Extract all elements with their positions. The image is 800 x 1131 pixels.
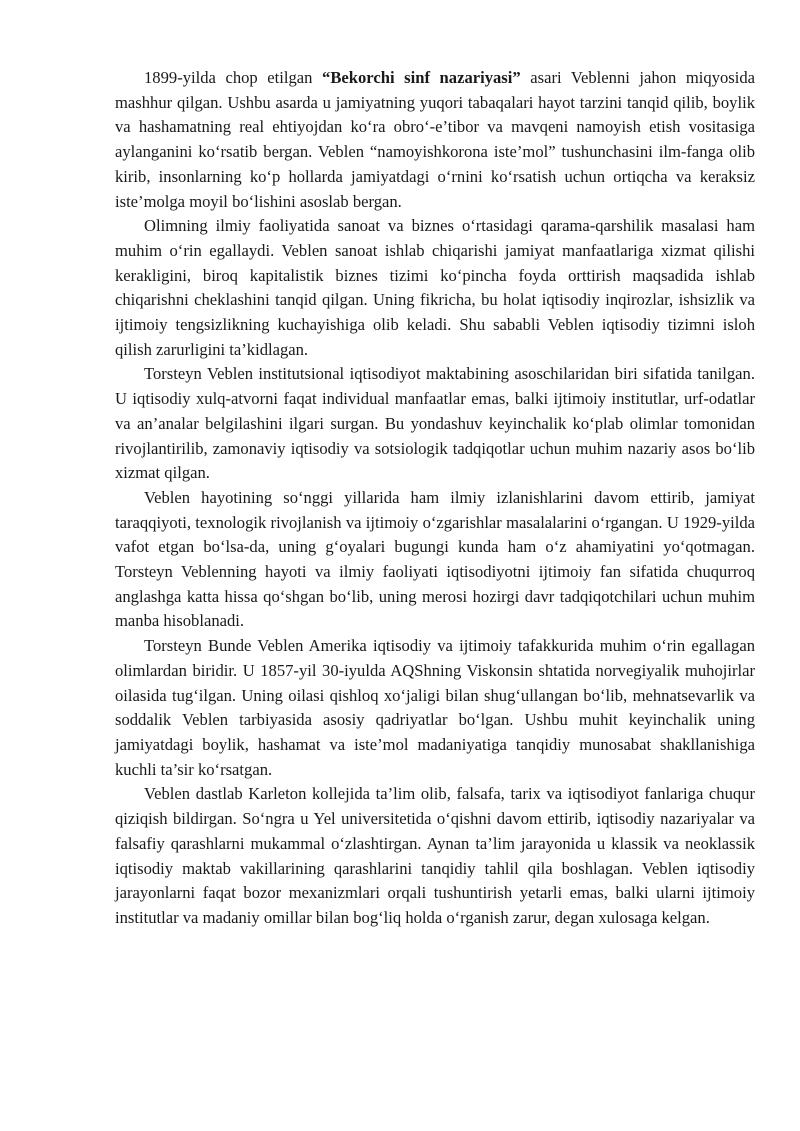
book-title: “Bekorchi sinf nazariyasi” (322, 68, 521, 87)
paragraph-5: Torsteyn Bunde Veblen Amerika iqtisodiy va ijtimoiy tafakkurida muhim o‘rin egallagan olimlardan biridir. U 1857-yil 30-iyulda AQShning Viskonsin shtatida norvegiyalik muhojirlar oilasida tug‘ilgan. Uning oilasi qishloq xo‘jaligi bilan shug‘ullangan bo‘lib, mehnatsevarlik va soddalik Veblen tarbiyasida asosiy qadriyatlar bo‘lgan. Ushbu muhit keyinchalik uning jamiyatdagi boylik, hashamat va iste’mol madaniyatiga tanqidiy munosabat shakllanishiga kuchli ta’sir ko‘rsatgan. (115, 636, 755, 779)
paragraph-1-intro: 1899-yilda chop etilgan (144, 68, 323, 87)
paragraph-1 (115, 66, 755, 214)
document-page (115, 66, 755, 931)
paragraph-2: Olimning ilmiy faoliyatida sanoat va biznes o‘rtasidagi qarama-qarshilik masalasi ham muhim o‘rin egallaydi. Veblen sanoat ishlab chiqarishi jamiyat manfaatlariga xizmat qilishi kerakligini, biroq kapitalistik biznes tizimi ko‘pincha foyda orttirish maqsadida ishlab chiqarishni cheklashini tanqid qilgan. Uning fikricha, bu holat iqtisodiy inqirozlar, ishsizlik va ijtimoiy tengsizlikning kuchayishiga olib keladi. Shu sababli Veblen iqtisodiy tizimni isloh qilish zarurligini ta’kidlagan. (115, 216, 755, 359)
paragraph-1-body: asari Veblenni jahon miqyosida mashhur qilgan. Ushbu asarda u jamiyatning yuqori tabaqalari hayot tarzini tanqid qilib, boylik va hashamatning real ehtiyojdan ko‘ra obro‘-e’tibor va mavqeni namoyish etish vositasiga aylanganini ko‘rsatib bergan. Veblen “namoyishkorona iste’mol” tushunchasini ilm-fanga olib kirib, insonlarning ko‘p hollarda jamiyatdagi o‘rnini ko‘rsatish uchun ortiqcha va keraksiz iste’molga moyil bo‘lishini asoslab bergan. (115, 68, 756, 211)
paragraph-4: Veblen hayotining so‘nggi yillarida ham ilmiy izlanishlarini davom ettirib, jamiyat taraqqiyoti, texnologik rivojlanish va ijtimoiy o‘zgarishlar masalalarini o‘rgangan. U 1929-yilda vafot etgan bo‘lsa-da, uning g‘oyalari bugungi kunda ham o‘z ahamiyatini yo‘qotmagan. Torsteyn Veblenning hayoti va ilmiy faoliyati iqtisodiyotni ijtimoiy fan sifatida chuqurroq anglashga katta hissa qo‘shgan bo‘lib, uning merosi hozirgi davr tadqiqotchilari uchun muhim manba hisoblanadi. (115, 487, 755, 631)
paragraph-3: Torsteyn Veblen institutsional iqtisodiyot maktabining asoschilaridan biri sifatida tanilgan. U iqtisodiy xulq-atvorni faqat individual manfaatlar emas, balki ijtimoiy institutlar, urf-odatlar va an’analar belgilashini ilgari surgan. Bu yondashuv keyinchalik ko‘plab olimlar tomonidan rivojlantirilib, zamonaviy iqtisodiy va sotsiologik tadqiqotlar uchun muhim nazariy asos bo‘lib xizmat qilgan. (115, 364, 755, 483)
paragraph-6: Veblen dastlab Karleton kollejida ta’lim olib, falsafa, tarix va iqtisodiyot fanlariga chuqur qiziqish bildirgan. So‘ngra u Yel universitetida o‘qishni davom ettirib, iqtisodiy nazariyalar va falsafiy qarashlarni mukammal o‘zlashtirgan. Aynan ta’lim jarayonida u klassik va neoklassik iqtisodiy maktab vakillarining qarashlarini tanqidiy tahlil qila boshlagan. Veblen iqtisodiy jarayonlarni faqat bozor mexanizmlari orqali tushuntirish yetarli emas, balki ularni ijtimoiy institutlar va madaniy omillar bilan bog‘liq holda o‘rganish zarur, degan xulosaga kelgan. (115, 784, 755, 927)
